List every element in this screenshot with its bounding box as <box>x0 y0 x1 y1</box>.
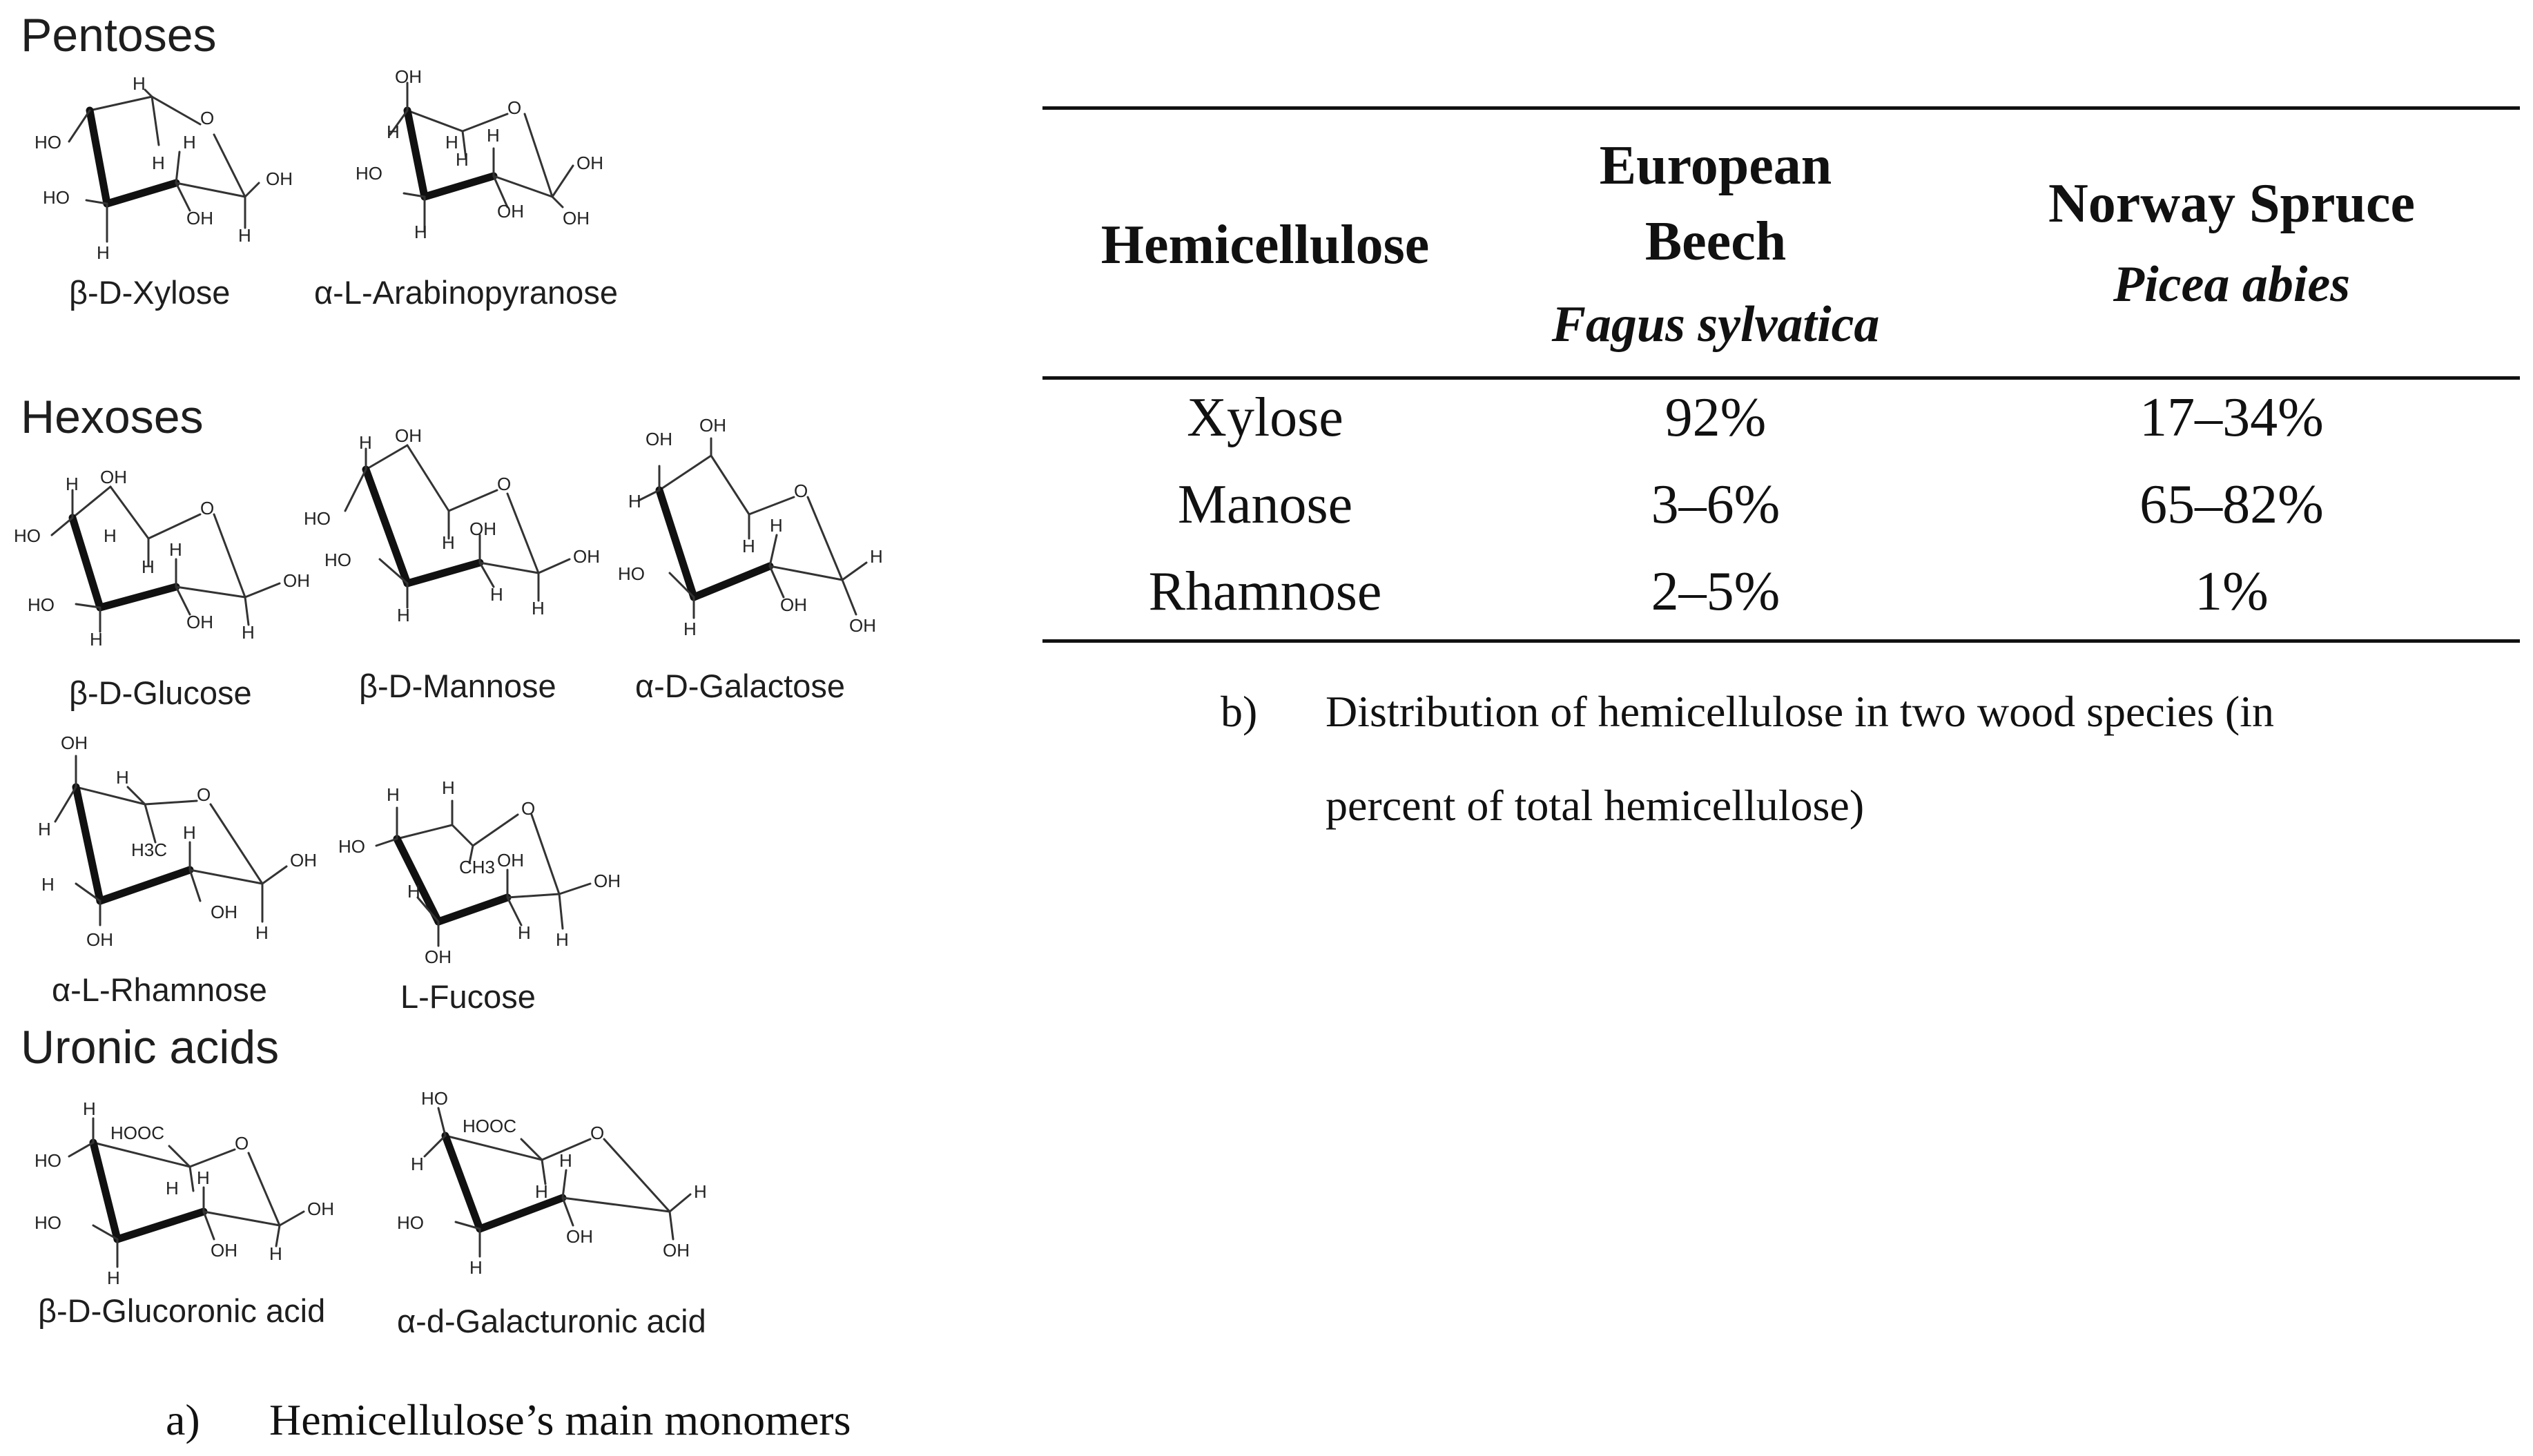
svg-text:H: H <box>397 605 410 625</box>
svg-text:H: H <box>169 539 182 560</box>
svg-text:OH: OH <box>100 467 127 487</box>
svg-text:H: H <box>133 73 146 94</box>
svg-text:H: H <box>628 491 641 512</box>
svg-text:H3C: H3C <box>131 839 168 860</box>
svg-text:HO: HO <box>43 187 70 208</box>
svg-text:HO: HO <box>338 836 365 857</box>
table-cell-name-xylose: Xylose <box>1187 387 1343 448</box>
table-cell-name-manose: Manose <box>1177 474 1353 535</box>
svg-text:β-D-Mannose: β-D-Mannose <box>359 668 556 704</box>
table-cell-spruce-rhamnose: 1% <box>2195 561 2269 622</box>
svg-text:H: H <box>238 225 251 246</box>
svg-text:H: H <box>694 1181 707 1202</box>
svg-text:HO: HO <box>304 508 331 529</box>
svg-text:H: H <box>387 784 400 805</box>
svg-text:H: H <box>41 874 55 895</box>
svg-text:HO: HO <box>28 594 55 615</box>
caption-b-marker: b) <box>1221 687 1258 736</box>
svg-text:O: O <box>200 108 215 128</box>
svg-text:α-d-Galacturonic acid: α-d-Galacturonic acid <box>397 1303 706 1339</box>
structure-glucuronic-acid <box>28 1091 359 1346</box>
svg-text:OH: OH <box>497 850 524 871</box>
svg-text:HO: HO <box>14 525 41 546</box>
structure-galacturonic-acid <box>387 1070 732 1346</box>
structure-arabinopyranose <box>304 62 663 318</box>
svg-text:OH: OH <box>497 201 524 222</box>
svg-text:O: O <box>197 784 211 805</box>
svg-text:H: H <box>359 432 372 453</box>
svg-text:OH: OH <box>780 594 807 615</box>
section-title-hexoses: Hexoses <box>21 391 204 443</box>
table-cell-spruce-xylose: 17–34% <box>2139 387 2324 448</box>
svg-text:O: O <box>521 798 536 819</box>
svg-text:H: H <box>104 525 117 546</box>
svg-text:O: O <box>507 97 522 118</box>
table-header-rule <box>1042 376 2520 380</box>
svg-text:OH: OH <box>61 732 88 753</box>
table-top-rule <box>1042 106 2520 110</box>
svg-text:CH3: CH3 <box>459 857 496 877</box>
caption-a-text: Hemicellulose’s main monomers <box>269 1395 851 1444</box>
svg-text:OH: OH <box>663 1240 690 1261</box>
svg-text:H: H <box>518 922 531 943</box>
table-cell-beech-manose: 3–6% <box>1651 474 1780 535</box>
header-spruce-latin: Picea abies <box>2113 256 2351 313</box>
table-cell-name-rhamnose: Rhamnose <box>1148 561 1382 622</box>
header-spruce: Norway Spruce <box>2048 173 2416 234</box>
section-title-uronic-acids: Uronic acids <box>21 1021 280 1074</box>
header-beech-line2: Beech <box>1644 211 1787 272</box>
svg-text:OH: OH <box>646 429 672 449</box>
svg-text:H: H <box>559 1150 572 1171</box>
structure-glucose <box>14 449 331 718</box>
svg-text:HOOC: HOOC <box>110 1123 164 1143</box>
svg-text:H: H <box>414 222 427 242</box>
svg-text:HO: HO <box>35 132 61 153</box>
svg-text:OH: OH <box>849 615 876 636</box>
svg-text:OH: OH <box>266 168 293 189</box>
header-beech-line1: European <box>1599 135 1832 196</box>
svg-text:HO: HO <box>421 1088 448 1109</box>
svg-text:H: H <box>407 881 420 902</box>
svg-text:OH: OH <box>576 153 603 173</box>
svg-text:HO: HO <box>35 1212 61 1233</box>
structure-galactose <box>608 414 911 718</box>
svg-text:α-L-Rhamnose: α-L-Rhamnose <box>52 971 267 1008</box>
header-beech-latin: Fagus sylvatica <box>1551 296 1880 353</box>
svg-text:OH: OH <box>699 415 726 436</box>
svg-text:H: H <box>38 819 51 839</box>
svg-text:H: H <box>197 1167 210 1188</box>
svg-text:OH: OH <box>283 570 310 591</box>
svg-text:α-D-Galactose: α-D-Galactose <box>635 668 846 704</box>
svg-text:OH: OH <box>395 66 422 87</box>
svg-text:HO: HO <box>397 1212 424 1233</box>
svg-text:OH: OH <box>211 1240 237 1261</box>
svg-text:O: O <box>590 1123 605 1143</box>
svg-text:H: H <box>456 149 469 170</box>
svg-text:H: H <box>152 153 165 173</box>
svg-text:HO: HO <box>618 563 645 584</box>
svg-text:OH: OH <box>186 612 213 632</box>
svg-text:OH: OH <box>86 929 113 950</box>
svg-text:H: H <box>532 598 545 619</box>
svg-text:H: H <box>97 242 110 263</box>
svg-text:H: H <box>490 584 503 605</box>
svg-text:H: H <box>535 1181 548 1202</box>
svg-text:H: H <box>269 1243 282 1264</box>
svg-text:β-D-Glucose: β-D-Glucose <box>69 674 252 711</box>
svg-text:H: H <box>166 1178 179 1198</box>
svg-text:H: H <box>487 125 500 146</box>
svg-text:L-Fucose: L-Fucose <box>400 978 536 1015</box>
svg-text:HO: HO <box>35 1150 61 1171</box>
svg-text:H: H <box>556 929 569 950</box>
svg-text:OH: OH <box>425 947 452 967</box>
caption-a-marker: a) <box>166 1395 200 1444</box>
svg-text:H: H <box>183 132 196 153</box>
svg-text:H: H <box>90 629 103 650</box>
svg-text:O: O <box>497 474 512 494</box>
section-title-pentoses: Pentoses <box>21 9 217 61</box>
svg-text:H: H <box>242 622 255 643</box>
svg-text:H: H <box>442 777 455 798</box>
svg-text:O: O <box>794 481 808 501</box>
table-cell-spruce-manose: 65–82% <box>2139 474 2324 535</box>
svg-text:H: H <box>469 1257 483 1278</box>
svg-text:O: O <box>200 498 215 518</box>
svg-text:HO: HO <box>324 550 351 570</box>
svg-text:OH: OH <box>290 850 317 871</box>
svg-text:H: H <box>83 1098 96 1119</box>
structure-fucose <box>331 759 649 1022</box>
svg-text:OH: OH <box>469 518 496 539</box>
svg-text:OH: OH <box>307 1198 334 1219</box>
svg-text:H: H <box>183 822 196 843</box>
table-bottom-rule <box>1042 639 2520 643</box>
svg-text:HOOC: HOOC <box>463 1116 516 1136</box>
caption-b-line2: percent of total hemicellulose) <box>1326 781 1865 830</box>
svg-text:HO: HO <box>356 163 382 184</box>
svg-text:H: H <box>142 556 155 577</box>
svg-text:H: H <box>411 1154 424 1174</box>
svg-text:H: H <box>870 546 883 567</box>
svg-text:O: O <box>235 1133 249 1154</box>
structure-xylose <box>28 69 318 318</box>
svg-text:OH: OH <box>211 902 237 922</box>
svg-text:H: H <box>255 922 269 943</box>
svg-text:OH: OH <box>566 1226 593 1247</box>
table-cell-beech-xylose: 92% <box>1665 387 1767 448</box>
svg-text:α-L-Arabinopyranose: α-L-Arabinopyranose <box>314 274 618 311</box>
svg-text:H: H <box>107 1268 120 1288</box>
structure-rhamnose <box>28 718 345 1022</box>
svg-text:H: H <box>770 515 783 536</box>
svg-text:H: H <box>445 132 458 153</box>
svg-text:H: H <box>442 532 455 553</box>
svg-text:OH: OH <box>186 208 213 229</box>
header-hemicellulose: Hemicellulose <box>1100 215 1430 275</box>
svg-text:β-D-Glucoronic acid: β-D-Glucoronic acid <box>38 1292 326 1329</box>
svg-text:β-D-Xylose: β-D-Xylose <box>69 274 231 311</box>
svg-text:H: H <box>116 767 129 788</box>
svg-text:OH: OH <box>573 546 600 567</box>
structure-mannose <box>304 414 635 718</box>
svg-text:OH: OH <box>594 871 621 891</box>
svg-text:OH: OH <box>563 208 590 229</box>
svg-text:H: H <box>683 619 697 639</box>
svg-text:H: H <box>66 474 79 494</box>
svg-text:H: H <box>742 536 755 556</box>
svg-text:H: H <box>387 122 400 142</box>
caption-b-line1: Distribution of hemicellulose in two wood species (in <box>1326 687 2274 736</box>
svg-text:OH: OH <box>395 425 422 446</box>
table-cell-beech-rhamnose: 2–5% <box>1651 561 1780 622</box>
